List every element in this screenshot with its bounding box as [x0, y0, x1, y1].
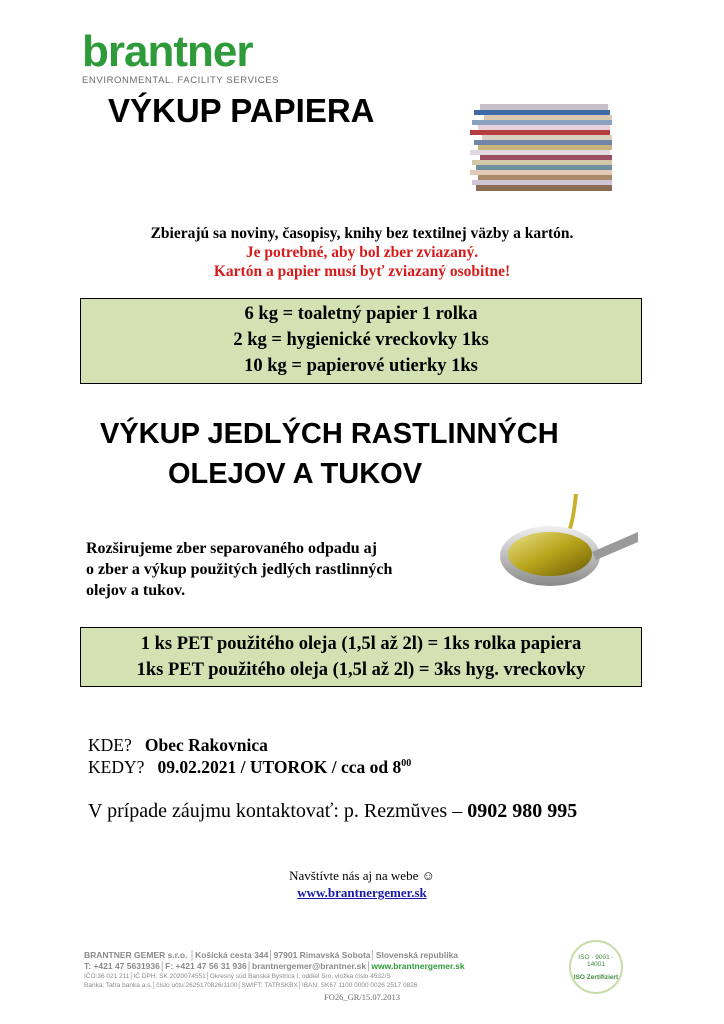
oil-intro-line-3: olejov a tukov.	[86, 582, 186, 599]
paper-rate-1: 6 kg = toaletný papier 1 rolka	[244, 304, 478, 324]
web-link[interactable]: www.brantnergemer.sk	[297, 885, 427, 900]
event-where	[88, 735, 268, 756]
contact-text: V prípade záujmu kontaktovať: p. Rezmŭves –	[88, 800, 463, 822]
web-note: Navštívte nás aj na webe ☺	[289, 868, 435, 883]
contact-phone: 0902 980 995	[467, 800, 578, 822]
logo-tagline: ENVIRONMENTAL. FACILITY SERVICES	[82, 75, 280, 86]
paper-rate-3: 10 kg = papierové utierky 1ks	[244, 356, 478, 376]
when-superscript: 00	[401, 758, 412, 770]
contact-line	[88, 800, 577, 823]
badge-main-text: ISO Zertifiziert	[573, 974, 619, 981]
oil-spoon-image	[496, 494, 638, 600]
document-id: FO26_GR/15.07.2013	[323, 992, 401, 1002]
where-value: Obec Rakovnica	[144, 735, 268, 755]
oil-title-line-1: VÝKUP JEDLÝCH RASTLINNÝCH	[100, 418, 559, 450]
footer-address: BRANTNER GEMER s.r.o. │Košická cesta 344│97901 Rimavská Sobota│Slovenská republika	[84, 950, 459, 960]
paper-warning-1: Je potrebné, aby bol zber zviazaný.	[245, 244, 479, 261]
event-when	[88, 757, 411, 778]
when-value: 09.02.2021 / UTOROK / cca od 8	[157, 757, 402, 777]
paper-rate-2: 2 kg = hygienické vreckovky 1ks	[233, 330, 489, 350]
paper-warning-2: Kartón a papier musí byť zviazaný osobitne!	[213, 263, 511, 280]
brantner-logo: brantner	[82, 27, 253, 76]
paper-stack-image	[466, 100, 622, 200]
iso-certified-badge	[569, 940, 623, 994]
oil-intro-line-2: o zber a výkup použitých jedlých rastlinných	[86, 561, 393, 578]
footer-bank: Banka: Tatra banka a.s.│číslo účtu:2625170826/1100│SWIFT: TATRSKBX│IBAN: SK67 1100 0000 0026 2517 0826	[84, 982, 418, 989]
where-label: KDE?	[88, 735, 132, 755]
footer-phones: T: +421 47 5631936│F: +421 47 56 31 936│brantnergemer@brantner.sk│	[84, 961, 372, 971]
paper-collected-text: Zbierajú sa noviny, časopisy, knihy bez textilnej väzby a kartón.	[150, 225, 574, 242]
oil-intro-text	[86, 538, 392, 601]
footer-web: www.brantnergemer.sk	[371, 961, 465, 971]
oil-rate-2: 1ks PET použitého oleja (1,5l až 2l) = 3ks hyg. vreckovky	[136, 660, 586, 680]
oil-rate-1: 1 ks PET použitého oleja (1,5l až 2l) = 1ks rolka papiera	[140, 634, 582, 654]
footer-contacts	[84, 961, 465, 971]
oil-intro-line-1: Rozširujeme zber separovaného odpadu aj	[86, 540, 377, 557]
oil-rates-box	[80, 627, 642, 687]
paper-rates-box	[80, 298, 642, 384]
paper-title: VÝKUP PAPIERA	[108, 92, 375, 129]
badge-top-text: ISO · 9001 · 14001	[578, 954, 614, 968]
oil-title-line-2: OLEJOV A TUKOV	[168, 458, 423, 490]
footer-registration: IČO:36 021 211│IČ DPH: SK 2020074551│Okresný súd Banská Bystrica I, oddiel Sro, vložka číslo 4532/S	[84, 973, 391, 980]
when-label: KEDY?	[88, 757, 145, 777]
